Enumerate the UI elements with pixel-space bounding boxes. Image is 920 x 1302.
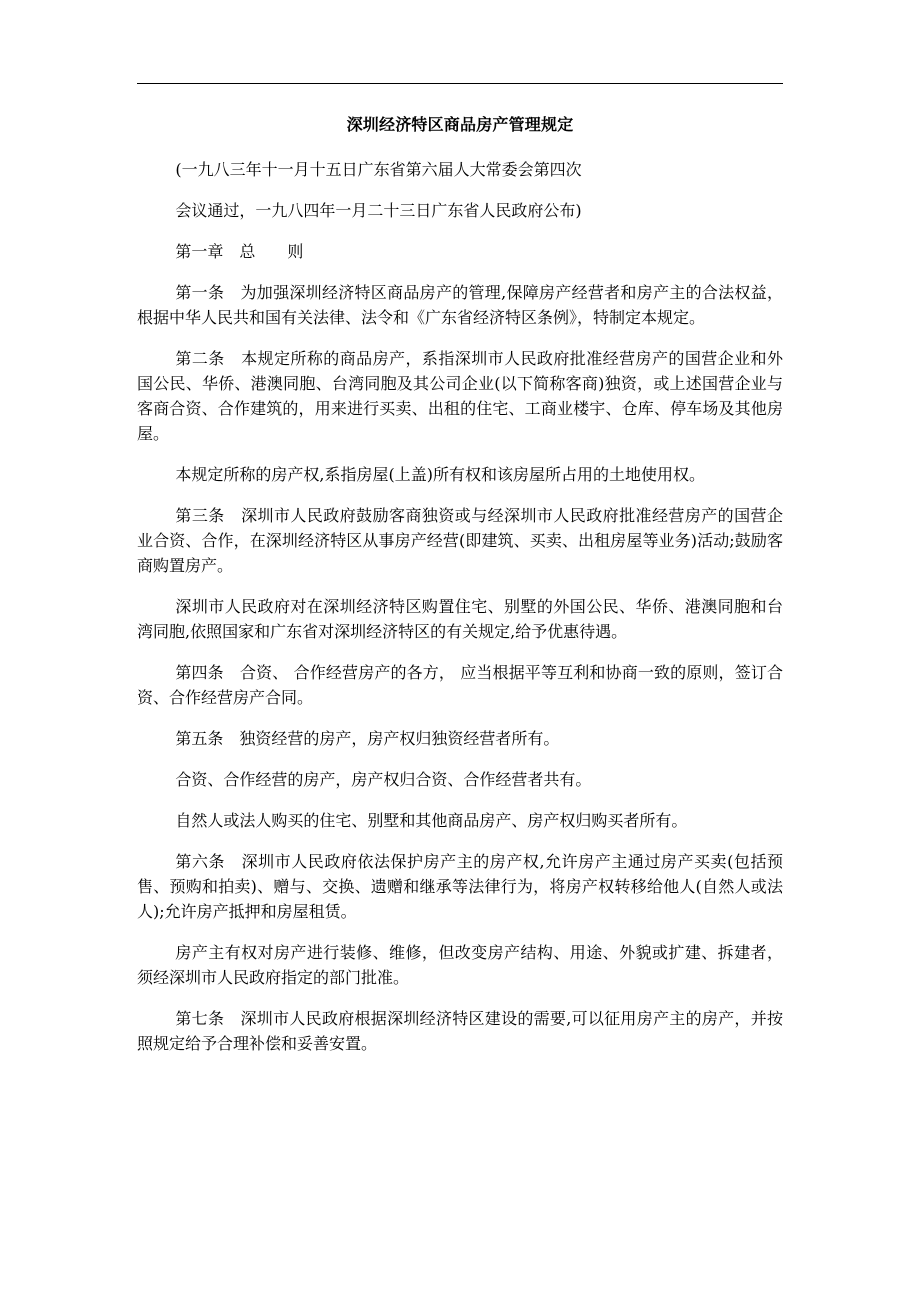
article-1: 第一条 为加强深圳经济特区商品房产的管理,保障房产经营者和房产主的合法权益，根据中华人民共和国有关法律、法令和《广东省经济特区条例》，特制定本规定。 <box>137 283 783 327</box>
article-3-paragraph-2: 深圳市人民政府对在深圳经济特区购置住宅、别墅的外国公民、华侨、港澳同胞和台湾同胞,依照国家和广东省对深圳经济特区的有关规定,给予优惠待遇。 <box>137 597 783 641</box>
article-6-paragraph-2: 房产主有权对房产进行装修、维修，但改变房产结构、用途、外貌或扩建、拆建者，须经深圳市人民政府指定的部门批准。 <box>137 943 783 987</box>
document-body <box>137 157 783 1072</box>
article-3: 第三条 深圳市人民政府鼓励客商独资或与经深圳市人民政府批准经营房产的国营企业合资、合作，在深圳经济特区从事房产经营(即建筑、买卖、出租房屋等业务)活动;鼓励客商购置房产。 <box>137 506 783 575</box>
header-rule <box>137 83 783 84</box>
preamble-line-1: (一九八三年十一月十五日广东省第六届人大常委会第四次 <box>175 160 582 179</box>
preamble-line-2: 会议通过，一九八四年一月二十三日广东省人民政府公布) <box>175 201 582 220</box>
article-2-paragraph-2: 本规定所称的房产权,系指房屋(上盖)所有权和该房屋所占用的土地使用权。 <box>175 465 705 484</box>
chapter-heading: 第一章 总 则 <box>175 242 304 261</box>
article-5-paragraph-3: 自然人或法人购买的住宅、别墅和其他商品房产、房产权归购买者所有。 <box>175 811 688 830</box>
article-2: 第二条 本规定所称的商品房产，系指深圳市人民政府批准经营房产的国营企业和外国公民、华侨、港澳同胞、台湾同胞及其公司企业(以下简称客商)独资，或上述国营企业与客商合资、合作建筑的，用来进行买卖、出租的住宅、工商业楼宇、仓库、停车场及其他房屋。 <box>137 349 783 443</box>
article-5: 第五条 独资经营的房产，房产权归独资经营者所有。 <box>175 729 560 748</box>
article-7: 第七条 深圳市人民政府根据深圳经济特区建设的需要,可以征用房产主的房产，并按照规定给予合理补偿和妥善安置。 <box>137 1009 783 1053</box>
article-6: 第六条 深圳市人民政府依法保护房产主的房产权,允许房产主通过房产买卖(包括预售、预购和拍卖)、赠与、交换、遗赠和继承等法律行为，将房产权转移给他人(自然人或法人);允许房产抵押和房屋租赁。 <box>137 852 783 921</box>
article-5-paragraph-2: 合资、合作经营的房产，房产权归合资、合作经营者共有。 <box>175 770 592 789</box>
document-title: 深圳经济特区商品房产管理规定 <box>346 115 574 134</box>
article-4: 第四条 合资、 合作经营房产的各方， 应当根据平等互利和协商一致的原则，签订合资、合作经营房产合同。 <box>137 663 783 707</box>
